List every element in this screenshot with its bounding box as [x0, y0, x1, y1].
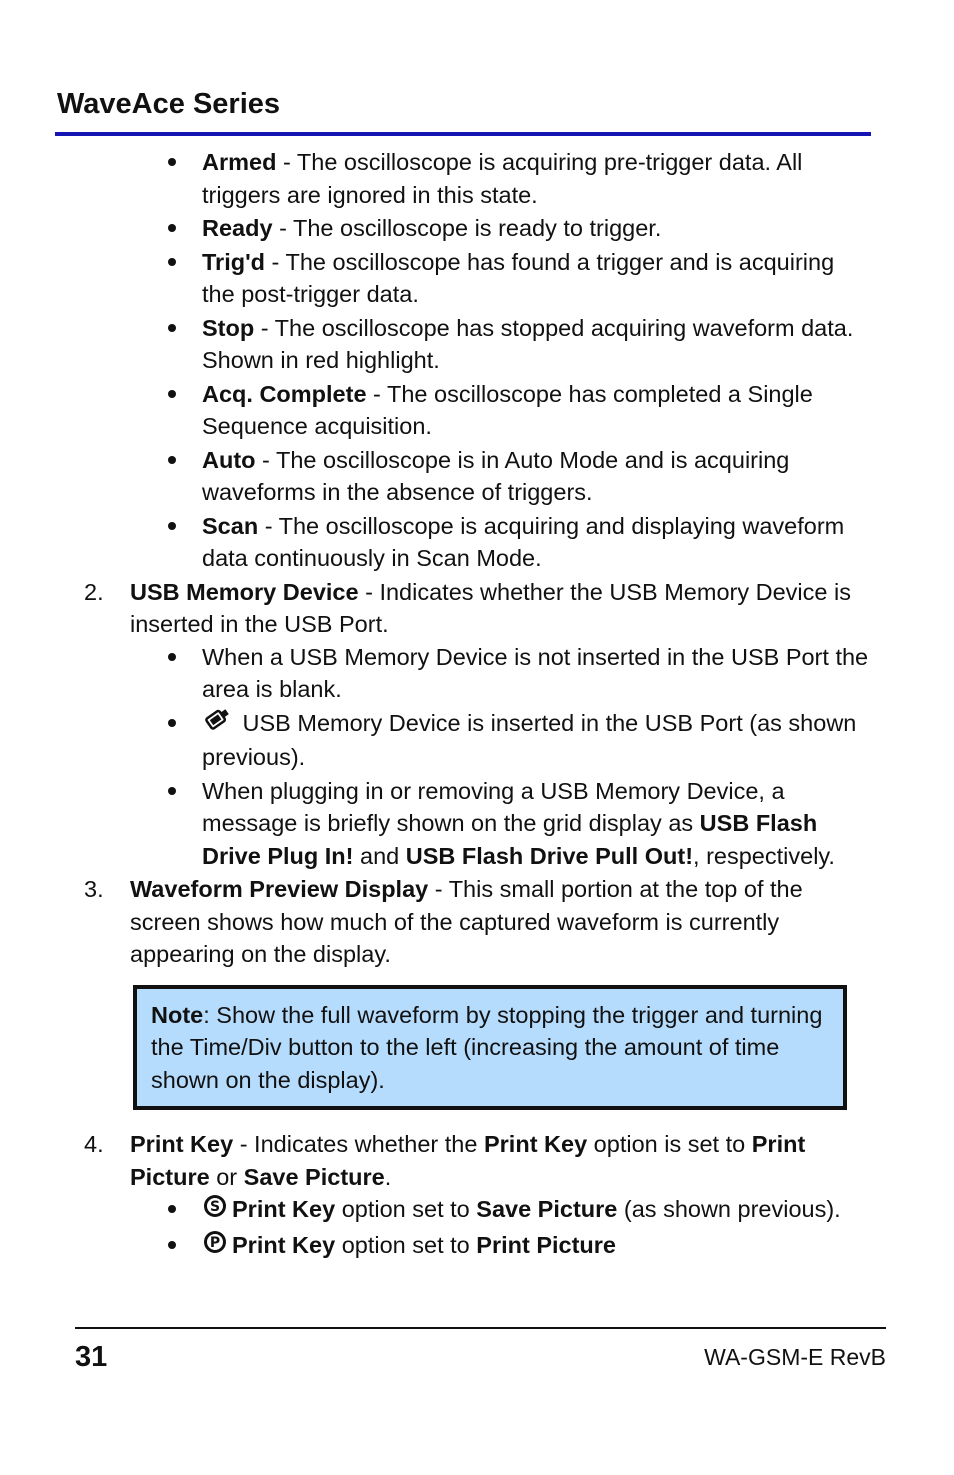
text: , respectively.: [693, 842, 835, 869]
document-id: WA-GSM-E RevB: [704, 1344, 886, 1370]
numbered-item-4: [0, 1128, 862, 1193]
list-item: [202, 444, 872, 509]
note-text: : Show the full waveform by stopping the trigger and turning the Time/Div button to the left (increasing the amount of time shown on the display).: [151, 1001, 823, 1093]
text: - Indicates whether the: [233, 1131, 484, 1157]
list-item: [202, 378, 872, 443]
usb-drive-icon: [202, 707, 232, 742]
desc: - The oscilloscope has found a trigger and is acquiring the post-trigger data.: [202, 248, 835, 307]
print-key-list: [0, 1193, 872, 1263]
bold-text: Print Key: [483, 1131, 588, 1157]
bold-text: Print Picture: [476, 1231, 616, 1258]
list-item: [202, 775, 872, 873]
term: Waveform Preview Display: [130, 876, 429, 902]
list-item: [202, 510, 872, 575]
note-box: [133, 985, 847, 1111]
term: Scan: [202, 512, 259, 539]
desc: - The oscilloscope is ready to trigger.: [272, 215, 662, 241]
svg-text:S: S: [209, 1199, 221, 1215]
term: Acq. Complete: [202, 380, 367, 407]
bold-text: USB Flash Drive Pull Out!: [405, 842, 694, 869]
bold-text: Print Key: [232, 1231, 336, 1258]
desc: - The oscilloscope is in Auto Mode and is acquiring waveforms in the absence of triggers.: [202, 446, 790, 505]
bold-text: Print Key: [232, 1196, 336, 1222]
bold-text: Save Picture: [243, 1163, 385, 1190]
list-item: [202, 212, 872, 245]
save-picture-icon: [202, 1193, 228, 1228]
list-item: [202, 146, 872, 211]
desc: - This small portion at the top of the screen shows how much of the captured waveform is currently appearing on the display.: [130, 876, 803, 967]
bold-text: USB Flash Drive Plug In!: [202, 810, 818, 869]
text: USB Memory Device is inserted in the USB Port (as shown previous).: [202, 709, 857, 770]
print-picture-icon: [202, 1229, 228, 1264]
desc: - The oscilloscope has stopped acquiring waveform data. Shown in red highlight.: [202, 314, 854, 373]
desc: - Indicates whether the USB Memory Device is inserted in the USB Port.: [130, 578, 851, 637]
text: option set to: [335, 1231, 477, 1258]
text: and: [353, 842, 406, 869]
list-item: [202, 641, 872, 706]
numbered-item-2: [0, 576, 862, 641]
list-item: [202, 707, 872, 774]
desc: - The oscilloscope is acquiring and displaying waveform data continuously in Scan Mode.: [202, 512, 845, 571]
text: When plugging in or removing a USB Memory Device, a message is briefly shown on the grid display as: [202, 777, 785, 836]
term: Trig'd: [202, 248, 266, 275]
text: (as shown previous).: [617, 1196, 841, 1222]
text: .: [384, 1163, 392, 1190]
text: option set to: [335, 1196, 477, 1222]
page-content: [0, 146, 954, 1264]
bold-text: Print Picture: [130, 1131, 806, 1190]
list-item: [202, 312, 872, 377]
usb-list: [0, 641, 872, 873]
bold-text: Save Picture: [476, 1196, 618, 1222]
term: USB Memory Device: [130, 578, 359, 605]
note-label: Note: [151, 1001, 204, 1028]
footer-rule: [75, 1327, 886, 1329]
term: Auto: [202, 446, 256, 473]
item-number: 4.: [84, 1131, 104, 1157]
term: Stop: [202, 314, 255, 341]
text: When a USB Memory Device is not inserted in the USB Port the area is blank.: [202, 643, 869, 702]
text: or: [209, 1163, 244, 1190]
numbered-item-3: [0, 873, 862, 971]
term: Armed: [202, 149, 277, 175]
item-number: 3.: [84, 876, 104, 902]
svg-text:P: P: [209, 1234, 221, 1251]
page-header-title: WaveAce Series: [57, 88, 281, 120]
status-list: [0, 146, 872, 575]
list-item: [202, 1193, 872, 1228]
page-number: 31: [75, 1341, 108, 1373]
text: option is set to: [587, 1131, 752, 1157]
list-item: [202, 246, 872, 311]
item-number: 2.: [84, 578, 104, 605]
desc: - The oscilloscope has completed a Single Sequence acquisition.: [202, 380, 813, 439]
term: Print Key: [130, 1131, 234, 1157]
header-rule: [55, 132, 871, 136]
term: Ready: [202, 215, 273, 241]
desc: - The oscilloscope is acquiring pre-trigger data. All triggers are ignored in this state.: [202, 149, 803, 208]
list-item: [202, 1229, 872, 1264]
